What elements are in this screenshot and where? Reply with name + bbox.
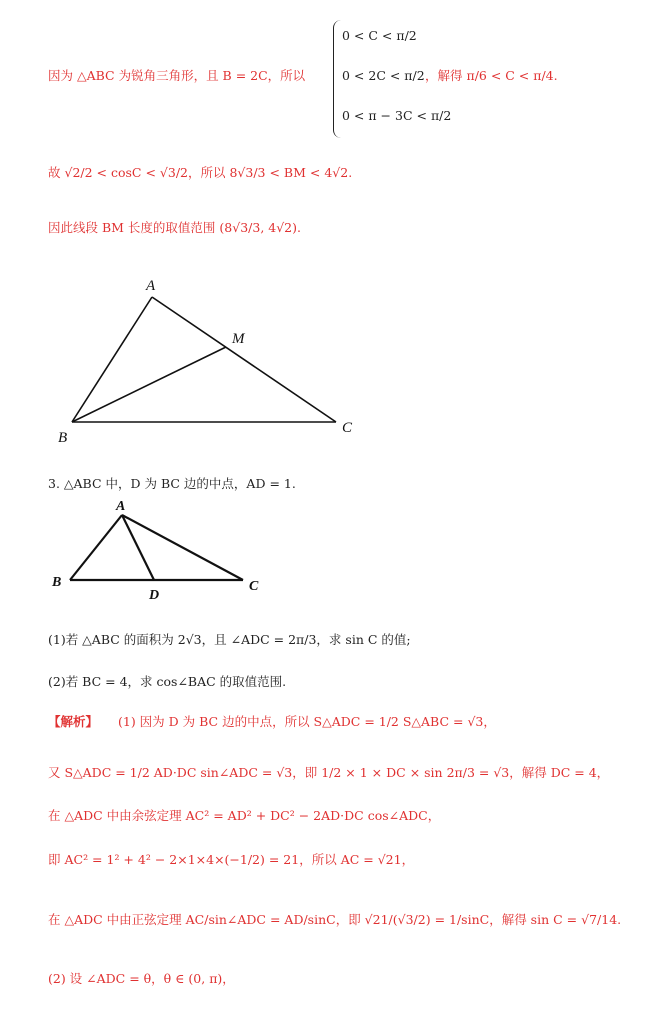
problem3-stem: 3. △ABC 中，D 为 BC 边的中点，AD = 1.: [48, 476, 296, 491]
section1-line3: 因此线段 BM 长度的取值范围 (8√3/3, 4√2).: [48, 220, 301, 235]
figure2-label-b: B: [52, 575, 62, 590]
figure2-label-c: C: [249, 579, 259, 594]
section1-line1-suffix: ，解得 π/6 < C < π/4.: [425, 68, 558, 83]
section1-line1-prefix: 因为 △ABC 为锐角三角形，且 B = 2C，所以: [48, 68, 306, 83]
solution-step-5: 在 △ADC 中由正弦定理 AC/sin∠ADC = AD/sinC，即 √21/(√3/2) = 1/sinC，解得 sin C = √7/14.: [48, 912, 622, 927]
solution-step-4: 即 AC² = 1² + 4² − 2×1×4×(−1/2) = 21，所以 AC = √21，: [48, 852, 415, 867]
figure1-label-a: A: [146, 278, 156, 294]
problem3-question2: (2)若 BC = 4，求 cos∠BAC 的取值范围.: [48, 674, 287, 689]
solution-tag: 【解析】: [48, 714, 99, 729]
solution-step-1: (1) 因为 D 为 BC 边的中点，所以 S△ADC = 1/2 S△ABC = √3，: [118, 714, 496, 729]
figure1-label-c: C: [342, 420, 353, 436]
figure2-label-d: D: [149, 588, 160, 603]
case-row-3: 0 < π − 3C < π/2: [342, 108, 452, 123]
case-row-2: 0 < 2C < π/2: [342, 68, 425, 83]
cases-brace: [333, 20, 342, 138]
figure1-label-m: M: [232, 331, 245, 347]
case-row-1: 0 < C < π/2: [342, 28, 417, 43]
problem3-question1: (1)若 △ABC 的面积为 2√3，且 ∠ADC = 2π/3，求 sin C 的值;: [48, 632, 411, 647]
figure1-label-b: B: [58, 430, 68, 446]
solution-step-2: 又 S△ADC = 1/2 AD·DC sin∠ADC = √3，即 1/2 × 1 × DC × sin 2π/3 = √3，解得 DC = 4，: [48, 765, 610, 780]
solution-step-6: (2) 设 ∠ADC = θ，θ ∈ (0, π)，: [48, 971, 235, 986]
figure2-label-a: A: [116, 499, 126, 514]
solution-step-3: 在 △ADC 中由余弦定理 AC² = AD² + DC² − 2AD·DC cos∠ADC，: [48, 808, 441, 823]
section1-line2: 故 √2/2 < cosC < √3/2，所以 8√3/3 < BM < 4√2.: [48, 165, 353, 180]
